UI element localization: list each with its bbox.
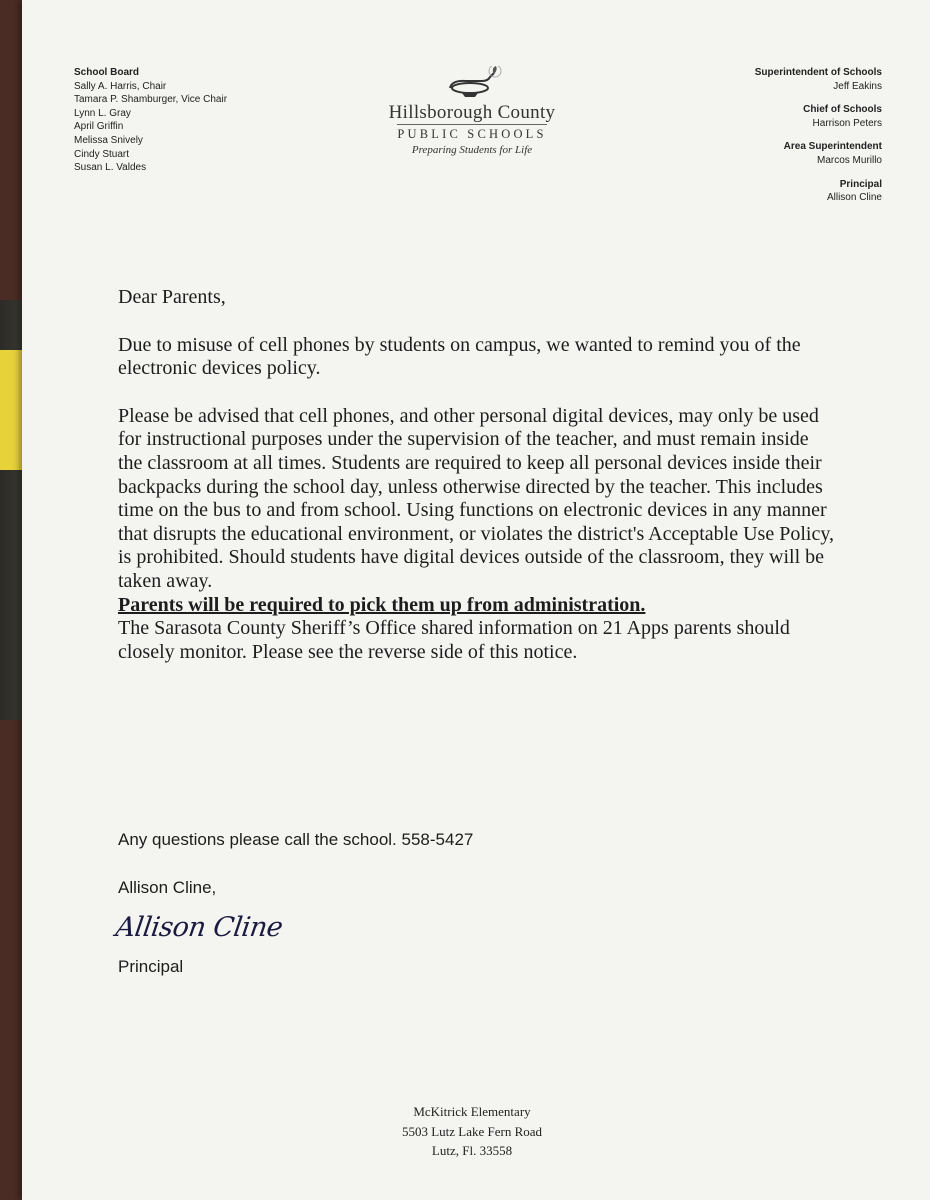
signer-title: Principal [118,957,184,976]
sticky-note [0,350,24,470]
school-name: McKitrick Elementary [413,1104,531,1119]
official-name: Harrison Peters [812,117,882,129]
street-address: 5503 Lutz Lake Fern Road [401,1123,543,1139]
policy-emphasis: Parents will be required to pick them up from administration. [118,593,646,616]
official-entry [755,178,882,205]
official-name: Jeff Eakins [833,80,882,92]
closing-name: Allison Cline, [118,878,217,897]
official-name: Allison Cline [826,192,882,204]
paragraph-intro: Due to misuse of cell phones by students on campus, we wanted to remind you of the electronic devices policy. [118,333,801,380]
district-logo [362,66,582,156]
official-entry [755,140,882,167]
official-entry [755,66,882,93]
district-tagline: Preparing Students for Life [411,144,533,156]
paragraph-policy [118,405,838,665]
salutation: Dear Parents, [118,286,226,308]
school-board-list [74,66,227,175]
official-name: Marcos Murillo [816,154,882,166]
board-member: Lynn L. Gray [74,107,131,119]
official-title: Superintendent of Schools [754,67,882,78]
district-name: Hillsborough County [388,102,556,123]
official-title: Principal [839,178,882,190]
city-state-zip: Lutz, Fl. 33558 [431,1143,513,1158]
school-board-heading: School Board [74,67,140,78]
board-member: Cindy Stuart [74,148,130,160]
board-member: Melissa Snively [74,134,143,146]
official-entry [755,103,882,130]
board-member: April Griffin [74,121,124,133]
board-member: Susan L. Valdes [74,162,147,174]
handwritten-signature: Allison Cline [113,912,285,943]
policy-followup: The Sarasota County Sheriff’s Office shared information on 21 Apps parents should closely monitor. Please see the reverse side of this notice. [118,617,790,663]
official-title: Chief of Schools [803,104,882,116]
policy-text: Please be advised that cell phones, and other personal digital devices, may only be used for instructional purposes under the supervision of the teacher, and must remain inside the classroom at all times. Students are required to keep all personal devices inside their backpacks during the school day, unless otherwise directed by the teacher. This includes time on the bus to and from school. Using functions on electronic devices in any manner that disrupts the educational environment, or violates the district's Acceptable Use Policy, is prohibited. Should students have digital devices outside of the classroom, they will be taken away. [118,404,835,592]
letter-body [118,286,838,688]
official-title: Area Superintendent [783,141,882,153]
letter-page [22,0,930,1200]
contact-line: Any questions please call the school. 558-5427 [118,830,474,849]
school-address [352,1102,592,1161]
oil-lamp-icon [442,66,502,100]
district-subtitle: PUBLIC SCHOOLS [397,124,546,142]
officials-list [755,66,882,215]
board-member: Sally A. Harris, Chair [74,80,167,92]
board-member: Tamara P. Shamburger, Vice Chair [74,94,228,106]
